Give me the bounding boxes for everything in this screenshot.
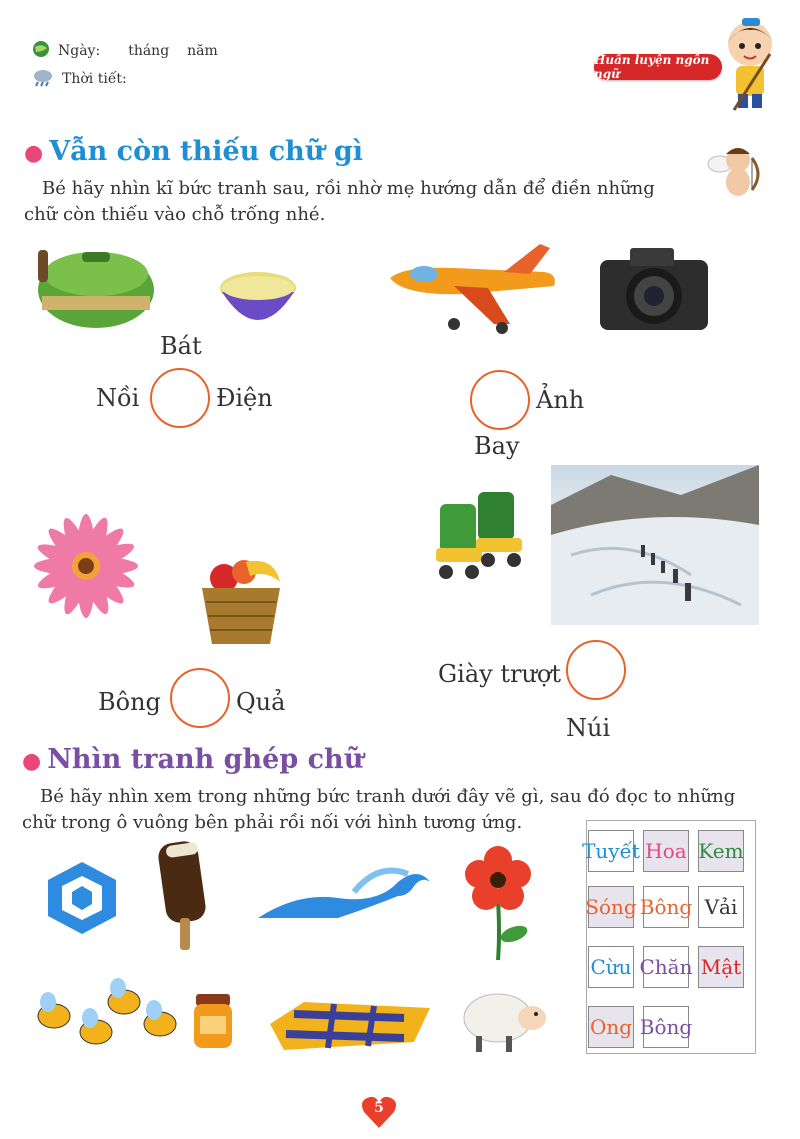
word-tile[interactable] — [643, 830, 689, 872]
bullet-dot-icon: ● — [24, 140, 44, 166]
rice-bowl-image — [216, 268, 300, 338]
puzzle2-answer-circle[interactable] — [470, 370, 530, 430]
word-tile[interactable] — [698, 886, 744, 928]
section1-title — [24, 136, 363, 167]
weather-label: Thời tiết: — [62, 71, 127, 87]
word-tile-label: Bông — [639, 895, 693, 919]
word-tile[interactable] — [585, 886, 637, 928]
word-tile-label: Mật — [700, 955, 742, 979]
puzzle4-answer-circle[interactable] — [566, 640, 626, 700]
snowflake-image — [44, 858, 120, 942]
camera-image — [596, 240, 712, 338]
section1-title-text: Vẫn còn thiếu chữ gì — [49, 136, 363, 167]
bees-image — [32, 966, 188, 1066]
weather-row — [32, 67, 127, 91]
word-tile[interactable] — [698, 946, 744, 988]
red-flower-image — [460, 844, 536, 966]
puzzle1-top-word: Bát — [160, 332, 202, 360]
word-tile-label: Tuyết — [582, 839, 640, 863]
airplane-image — [384, 238, 564, 338]
rice-cooker-image — [30, 244, 158, 340]
date-row — [32, 40, 218, 62]
puzzle3-answer-circle[interactable] — [170, 668, 230, 728]
word-tile[interactable] — [639, 1006, 693, 1048]
section2-title — [22, 744, 363, 775]
word-tile[interactable] — [639, 886, 693, 928]
word-tile-label: Kem — [698, 839, 744, 863]
roller-skates-image — [432, 484, 528, 588]
word-tile-label: Chăn — [639, 955, 693, 979]
section2-instruction: Bé hãy nhìn xem trong những bức tranh dưới đây vẽ gì, sau đó đọc to những chữ trong ô vuông bên phải rồi nối với hình tương ứng. — [22, 786, 736, 833]
puzzle3-left-word: Bông — [98, 688, 161, 716]
puzzle2-right-word: Ảnh — [536, 386, 585, 414]
word-tile-label: Ong — [589, 1015, 633, 1039]
puzzle1-answer-circle[interactable] — [150, 368, 210, 428]
page-number: 5 — [374, 1100, 384, 1116]
mascot-boy-image — [722, 14, 782, 118]
puzzle1-right-word: Điện — [216, 384, 273, 412]
sheep-image — [460, 984, 550, 1060]
word-tile[interactable] — [588, 1006, 634, 1048]
glacier-photo — [551, 465, 759, 625]
puzzle1-left-word: Nồi — [96, 384, 140, 412]
date-label: Ngày: — [58, 43, 101, 59]
word-tile[interactable] — [639, 946, 693, 988]
flower-image — [24, 504, 148, 632]
word-tile-label: Cừu — [590, 955, 632, 979]
wave-image — [258, 852, 430, 926]
ice-cream-bar-image — [150, 838, 214, 958]
word-tile[interactable] — [698, 830, 744, 872]
month-label: tháng — [128, 43, 170, 59]
word-tile-label: Vải — [704, 895, 738, 919]
word-tile-label: Bông — [639, 1015, 693, 1039]
section-badge: Huấn luyện ngôn ngữ — [594, 54, 722, 80]
puzzle4-left-word: Giày trượt — [438, 660, 562, 688]
honey-jar-image — [190, 990, 236, 1056]
word-tile-label: Sóng — [585, 895, 637, 919]
year-label: năm — [187, 43, 218, 59]
section2-title-text: Nhìn tranh ghép chữ — [47, 744, 364, 775]
word-tile[interactable] — [582, 830, 640, 872]
word-tile[interactable] — [588, 946, 634, 988]
globe-icon — [32, 40, 50, 62]
cupid-image — [706, 138, 766, 208]
puzzle4-bottom-word: Núi — [566, 714, 611, 742]
word-tile-label: Hoa — [645, 839, 687, 863]
fruit-basket-image — [196, 552, 286, 652]
blanket-image — [264, 994, 436, 1058]
puzzle3-right-word: Quả — [236, 688, 286, 716]
puzzle2-bottom-word: Bay — [474, 432, 520, 460]
weather-cloud-icon — [32, 67, 54, 91]
section1-instruction: Bé hãy nhìn kĩ bức tranh sau, rồi nhờ mẹ hướng dẫn để điền những chữ còn thiếu vào chỗ trống nhé. — [24, 178, 655, 225]
bullet-dot-icon: ● — [22, 748, 42, 774]
